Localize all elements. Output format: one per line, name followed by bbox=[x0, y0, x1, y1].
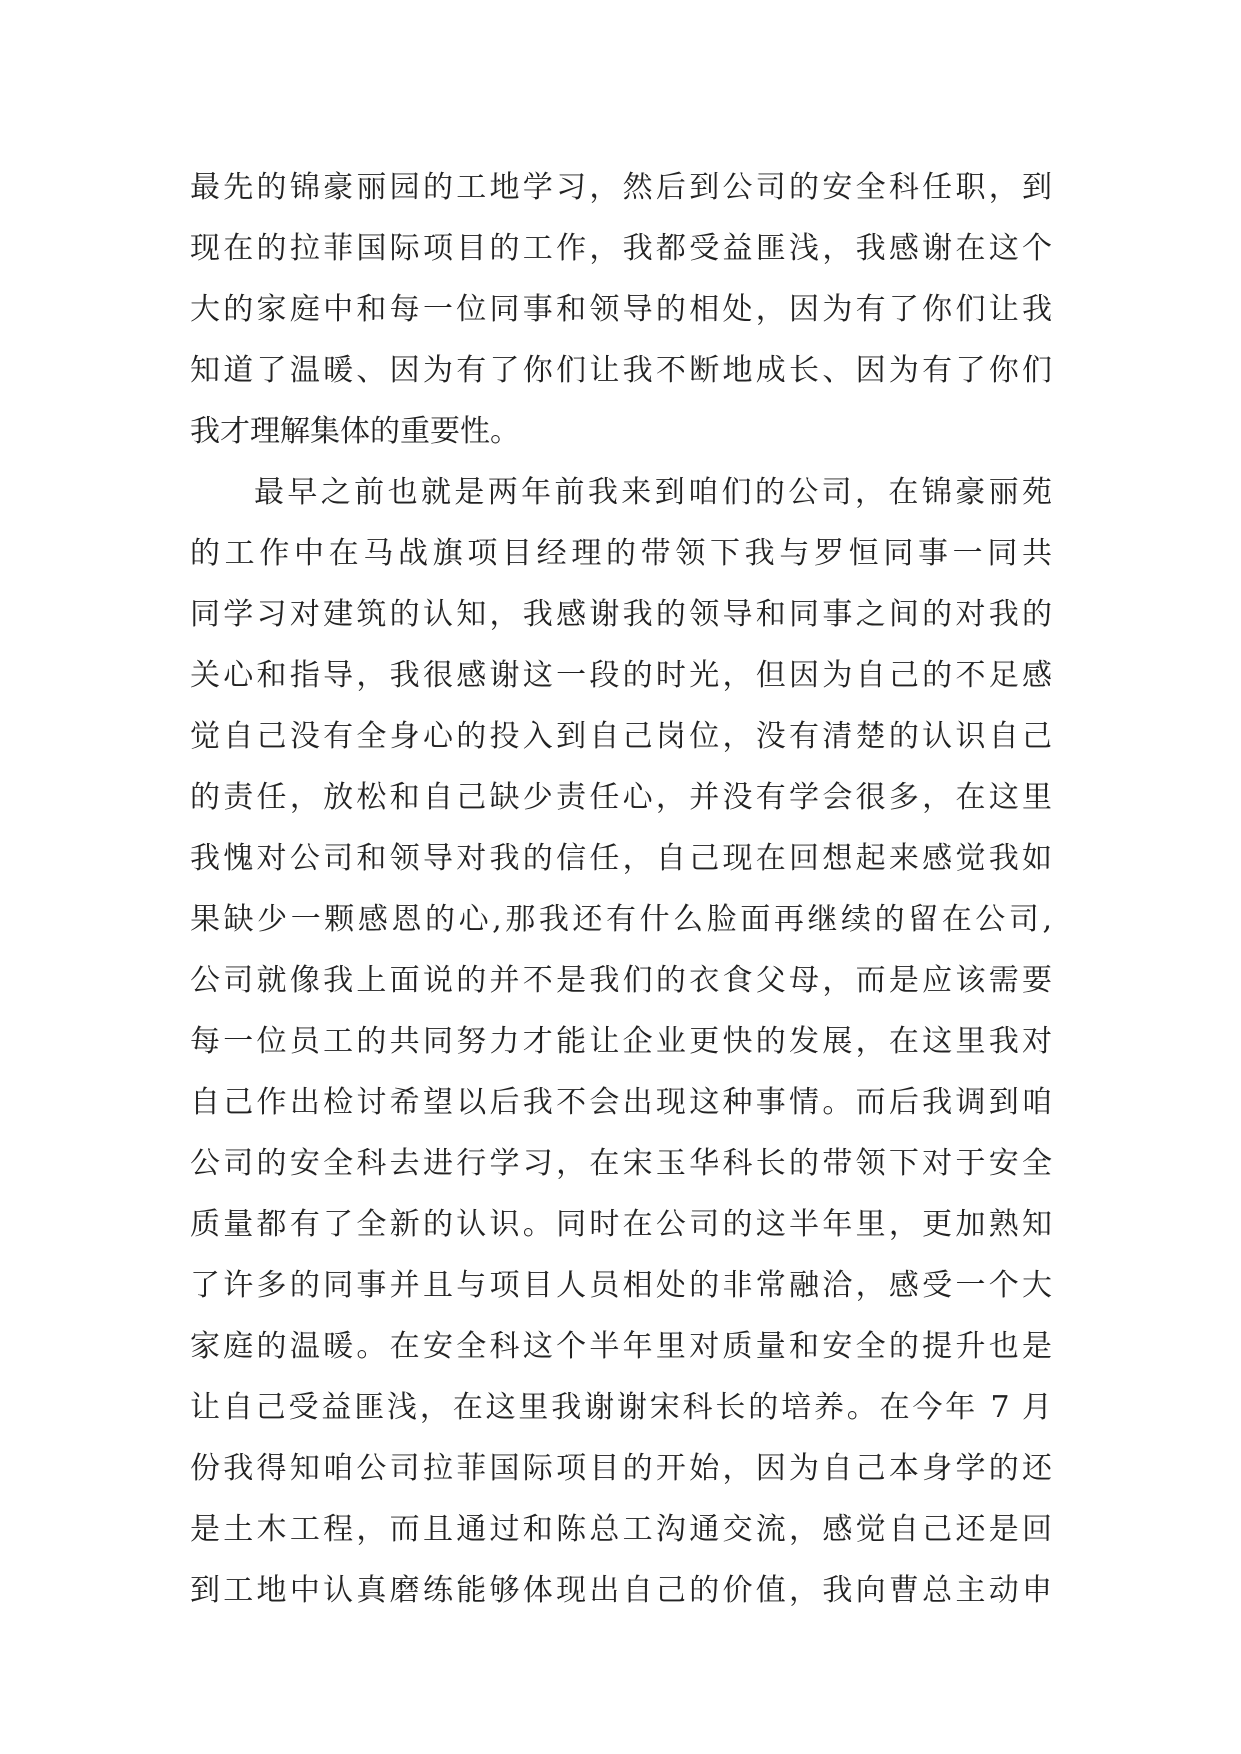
text-line: 关心和指导，我很感谢这一段的时光，但因为自己的不足感 bbox=[190, 658, 1052, 693]
text-line: 了许多的同事并且与项目人员相处的非常融洽，感受一个大 bbox=[190, 1268, 1052, 1303]
text-line: 自己作出检讨希望以后我不会出现这种事情。而后我调到咱 bbox=[190, 1085, 1052, 1120]
text-line: 到工地中认真磨练能够体现出自己的价值，我向曹总主动申 bbox=[190, 1573, 1052, 1608]
text-line: 我才理解集体的重要性。 bbox=[190, 414, 520, 449]
text-line: 现在的拉菲国际项目的工作，我都受益匪浅，我感谢在这个 bbox=[190, 231, 1052, 266]
text-line: 质量都有了全新的认识。同时在公司的这半年里，更加熟知 bbox=[190, 1207, 1052, 1242]
text-line: 公司就像我上面说的并不是我们的衣食父母，而是应该需要 bbox=[190, 963, 1052, 998]
paragraph-start-line: 最早之前也就是两年前我来到咱们的公司，在锦豪丽苑 bbox=[254, 475, 1052, 510]
text-line: 让自己受益匪浅，在这里我谢谢宋科长的培养。在今年 7 月 bbox=[190, 1390, 1052, 1425]
text-line: 知道了温暖、因为有了你们让我不断地成长、因为有了你们 bbox=[190, 353, 1052, 388]
text-line: 同学习对建筑的认知，我感谢我的领导和同事之间的对我的 bbox=[190, 597, 1052, 632]
text-line: 的工作中在马战旗项目经理的带领下我与罗恒同事一同共 bbox=[190, 536, 1052, 571]
body-text bbox=[190, 157, 1052, 1621]
text-line: 觉自己没有全身心的投入到自己岗位，没有清楚的认识自己 bbox=[190, 719, 1052, 754]
text-line: 份我得知咱公司拉菲国际项目的开始，因为自己本身学的还 bbox=[190, 1451, 1052, 1486]
text-line: 每一位员工的共同努力才能让企业更快的发展，在这里我对 bbox=[190, 1024, 1052, 1059]
text-line: 的责任，放松和自己缺少责任心，并没有学会很多，在这里 bbox=[190, 780, 1052, 815]
text-line: 最先的锦豪丽园的工地学习，然后到公司的安全科任职，到 bbox=[190, 170, 1052, 205]
text-line: 我愧对公司和领导对我的信任，自己现在回想起来感觉我如 bbox=[190, 841, 1052, 876]
text-line: 大的家庭中和每一位同事和领导的相处，因为有了你们让我 bbox=[190, 292, 1052, 327]
text-line: 是土木工程，而且通过和陈总工沟通交流，感觉自己还是回 bbox=[190, 1512, 1052, 1547]
text-line: 公司的安全科去进行学习，在宋玉华科长的带领下对于安全 bbox=[190, 1146, 1052, 1181]
text-line: 果缺少一颗感恩的心,那我还有什么脸面再继续的留在公司, bbox=[190, 902, 1052, 937]
text-line: 家庭的温暖。在安全科这个半年里对质量和安全的提升也是 bbox=[190, 1329, 1052, 1364]
